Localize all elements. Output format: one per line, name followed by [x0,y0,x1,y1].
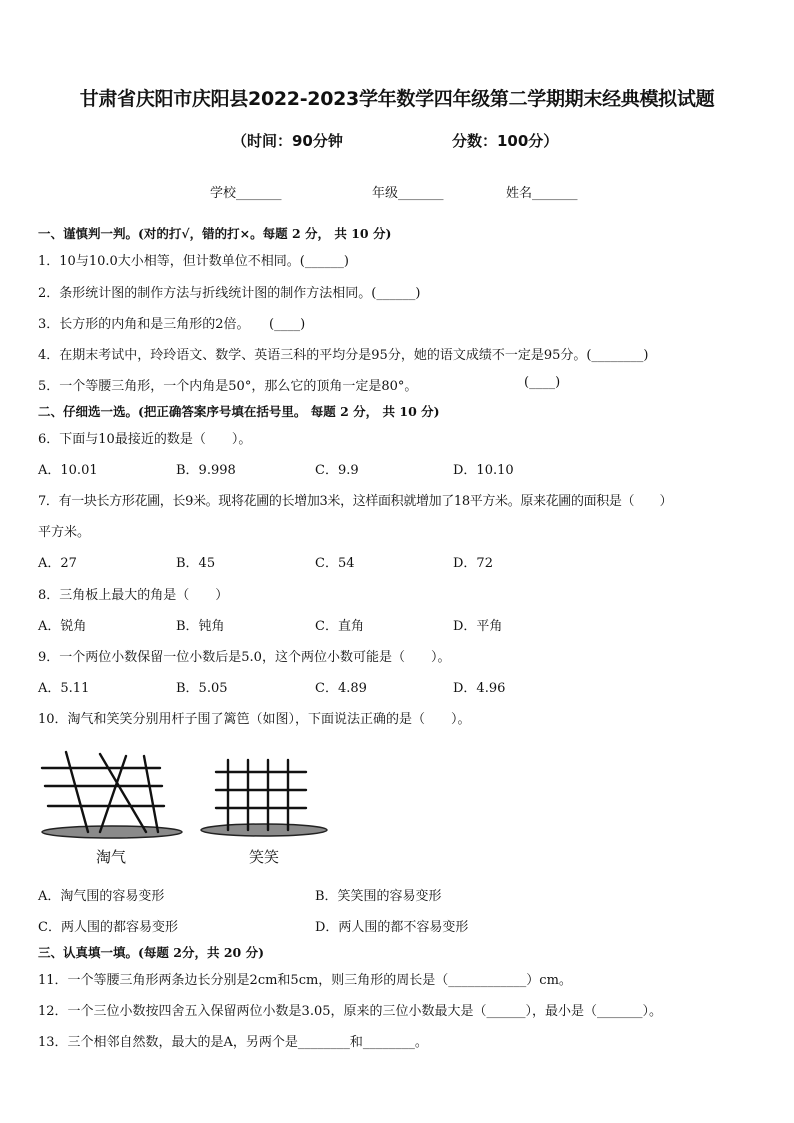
question-9-option-b: B．5.05 [176,681,228,696]
section-2-heading: 二、仔细选一选。(把正确答案序号填在括号里。 每题 2 分， 共 10 分) [38,404,440,419]
ground-shadow [42,826,182,838]
exam-time: （时间：90分钟 [232,132,343,150]
question-7-option-c: C．54 [315,556,355,571]
question-10-option-c: C．两人围的都容易变形 [38,920,178,935]
fence-posts [66,752,158,832]
fence-rails [42,768,164,806]
ground-shadow [201,824,327,836]
question-3: 3．长方形的内角和是三角形的2倍。 (____) [38,317,306,332]
question-9-option-c: C．4.89 [315,681,367,696]
section-1-heading: 一、谨慎判一判。(对的打√，错的打×。每题 2 分， 共 10 分) [38,226,392,241]
question-10-option-d: D．两人围的都不容易变形 [315,920,469,935]
question-8: 8．三角板上最大的角是（ ） [38,588,229,603]
section-3-heading: 三、认真填一填。(每题 2分，共 20 分) [38,945,264,960]
fence-figure-xiaoxiao [200,758,330,842]
question-9-option-a: A．5.11 [38,681,90,696]
question-7-continued: 平方米。 [38,525,91,540]
question-7-option-b: B．45 [176,556,216,571]
question-8-option-b: B．钝角 [176,619,225,634]
exam-score: 分数：100分） [452,132,559,150]
question-8-option-a: A．锐角 [38,619,87,634]
fence-posts [228,760,288,830]
question-6-option-d: D．10.10 [453,463,514,478]
question-7-option-a: A．27 [38,556,77,571]
question-1: 1．10与10.0大小相等，但计数单位不相同。(______) [38,254,349,269]
page-title: 甘肃省庆阳市庆阳县2022-2023学年数学四年级第二学期期末经典模拟试题 [79,88,715,110]
question-10-option-b: B．笑笑围的容易变形 [315,889,442,904]
question-9: 9．一个两位小数保留一位小数后是5.0，这个两位小数可能是（ ）。 [38,650,451,665]
fence-figure-taoqi [40,746,185,842]
question-13: 13．三个相邻自然数，最大的是A，另两个是________和________。 [38,1035,428,1050]
question-5: 5．一个等腰三角形，一个内角是50°，那么它的顶角一定是80°。 [38,379,418,394]
question-8-option-d: D．平角 [453,619,503,634]
school-field: 学校_______ [210,186,282,201]
question-7-option-d: D．72 [453,556,493,571]
question-7: 7．有一块长方形花圃，长9米。现将花圃的长增加3米，这样面积就增加了18平方米。原来花圃的面积是（ ） [38,494,673,509]
question-10-option-a: A．淘气围的容易变形 [38,889,165,904]
question-6-option-c: C．9.9 [315,463,359,478]
question-4: 4．在期末考试中，玲玲语文、数学、英语三科的平均分是95分，她的语文成绩不一定是95分。(________) [38,348,649,363]
question-2: 2．条形统计图的制作方法与折线统计图的制作方法相同。(______) [38,286,421,301]
figure-label-xiaoxiao: 笑笑 [249,848,280,866]
figure-label-taoqi: 淘气 [96,848,127,866]
question-9-option-d: D．4.96 [453,681,506,696]
fence-rails [216,772,306,808]
question-8-option-c: C．直角 [315,619,364,634]
question-6-option-b: B．9.998 [176,463,236,478]
question-11: 11．一个等腰三角形两条边长分别是2cm和5cm，则三角形的周长是（____________）cm。 [38,973,572,988]
question-5-blank: (____) [524,375,561,390]
question-12: 12．一个三位小数按四舍五入保留两位小数是3.05，原来的三位小数最大是（______），最小是（_______）。 [38,1004,662,1019]
question-6-option-a: A．10.01 [38,463,98,478]
question-10: 10．淘气和笑笑分别用杆子围了篱笆（如图），下面说法正确的是（ ）。 [38,712,471,727]
name-field: 姓名_______ [506,186,578,201]
grade-field: 年级_______ [372,186,444,201]
question-6: 6．下面与10最接近的数是（ ）。 [38,432,252,447]
